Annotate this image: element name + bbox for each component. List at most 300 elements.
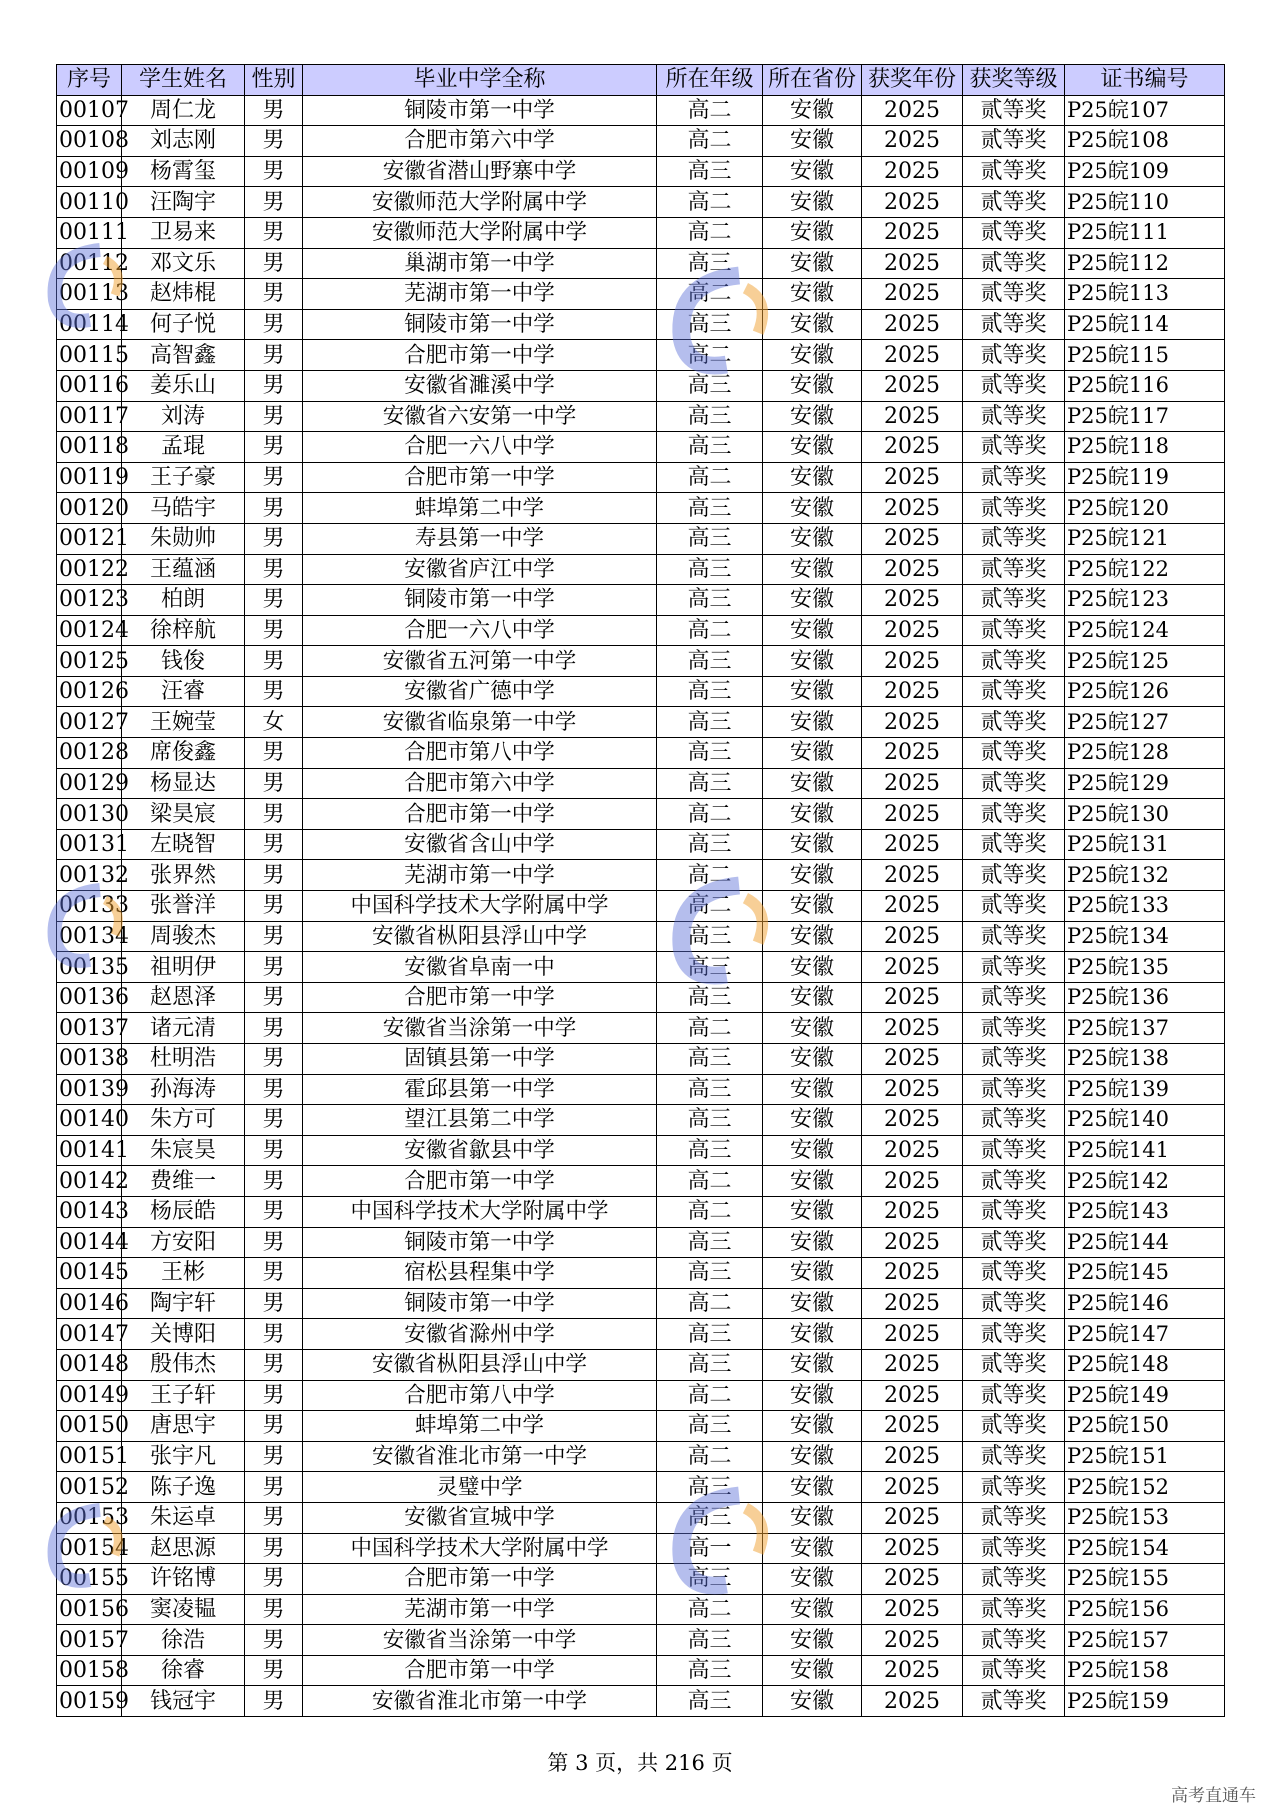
cell-province: 安徽	[763, 1564, 862, 1595]
cell-school: 合肥市第六中学	[303, 126, 657, 157]
cell-grade: 高三	[657, 1655, 763, 1686]
cell-id: 00117	[57, 401, 122, 432]
cell-certificate: P25皖143	[1065, 1196, 1225, 1227]
cell-school: 安徽省歙县中学	[303, 1135, 657, 1166]
cell-grade: 高三	[657, 1472, 763, 1503]
cell-year: 2025	[862, 523, 963, 554]
cell-grade: 高三	[657, 952, 763, 983]
cell-award-level: 贰等奖	[963, 738, 1065, 769]
table-row	[57, 248, 1225, 279]
cell-year: 2025	[862, 707, 963, 738]
cell-grade: 高二	[657, 462, 763, 493]
cell-province: 安徽	[763, 952, 862, 983]
cell-year: 2025	[862, 1288, 963, 1319]
cell-province: 安徽	[763, 217, 862, 248]
cell-province: 安徽	[763, 1074, 862, 1105]
cell-name: 赵炜棍	[122, 279, 245, 310]
cell-award-level: 贰等奖	[963, 432, 1065, 463]
cell-year: 2025	[862, 1349, 963, 1380]
cell-name: 杨辰皓	[122, 1196, 245, 1227]
cell-gender: 男	[245, 1349, 303, 1380]
table-row	[57, 523, 1225, 554]
cell-grade: 高三	[657, 738, 763, 769]
cell-award-level: 贰等奖	[963, 340, 1065, 371]
table-row	[57, 95, 1225, 126]
cell-name: 方安阳	[122, 1227, 245, 1258]
table-row	[57, 309, 1225, 340]
cell-year: 2025	[862, 1472, 963, 1503]
cell-school: 固镇县第一中学	[303, 1044, 657, 1075]
cell-grade: 高二	[657, 799, 763, 830]
cell-name: 梁昊宸	[122, 799, 245, 830]
cell-province: 安徽	[763, 738, 862, 769]
cell-award-level: 贰等奖	[963, 1196, 1065, 1227]
cell-name: 陈子逸	[122, 1472, 245, 1503]
table-row	[57, 646, 1225, 677]
cell-certificate: P25皖119	[1065, 462, 1225, 493]
cell-school: 合肥市第一中学	[303, 1166, 657, 1197]
cell-gender: 男	[245, 309, 303, 340]
cell-gender: 男	[245, 95, 303, 126]
award-table	[56, 64, 1225, 1717]
cell-grade: 高二	[657, 860, 763, 891]
cell-grade: 高二	[657, 1380, 763, 1411]
table-row	[57, 156, 1225, 187]
cell-award-level: 贰等奖	[963, 676, 1065, 707]
cell-gender: 男	[245, 860, 303, 891]
header-gender: 性别	[245, 65, 303, 96]
header-school: 毕业中学全称	[303, 65, 657, 96]
cell-id: 00127	[57, 707, 122, 738]
cell-grade: 高三	[657, 1105, 763, 1136]
table-row	[57, 768, 1225, 799]
cell-school: 铜陵市第一中学	[303, 585, 657, 616]
cell-province: 安徽	[763, 707, 862, 738]
cell-certificate: P25皖157	[1065, 1625, 1225, 1656]
cell-award-level: 贰等奖	[963, 585, 1065, 616]
cell-grade: 高三	[657, 1258, 763, 1289]
cell-award-level: 贰等奖	[963, 1594, 1065, 1625]
cell-gender: 男	[245, 1380, 303, 1411]
cell-name: 柏朗	[122, 585, 245, 616]
cell-name: 刘志刚	[122, 126, 245, 157]
cell-name: 邓文乐	[122, 248, 245, 279]
cell-year: 2025	[862, 1411, 963, 1442]
cell-id: 00119	[57, 462, 122, 493]
cell-province: 安徽	[763, 1472, 862, 1503]
cell-year: 2025	[862, 1135, 963, 1166]
cell-certificate: P25皖153	[1065, 1502, 1225, 1533]
table-row	[57, 1625, 1225, 1656]
cell-gender: 男	[245, 401, 303, 432]
cell-gender: 男	[245, 370, 303, 401]
cell-school: 灵璧中学	[303, 1472, 657, 1503]
cell-id: 00155	[57, 1564, 122, 1595]
cell-year: 2025	[862, 891, 963, 922]
cell-province: 安徽	[763, 1288, 862, 1319]
cell-year: 2025	[862, 1564, 963, 1595]
cell-province: 安徽	[763, 768, 862, 799]
cell-award-level: 贰等奖	[963, 952, 1065, 983]
cell-province: 安徽	[763, 279, 862, 310]
cell-school: 合肥市第一中学	[303, 340, 657, 371]
cell-grade: 高三	[657, 982, 763, 1013]
cell-award-level: 贰等奖	[963, 891, 1065, 922]
cell-school: 合肥市第六中学	[303, 768, 657, 799]
cell-award-level: 贰等奖	[963, 1625, 1065, 1656]
cell-province: 安徽	[763, 799, 862, 830]
cell-year: 2025	[862, 768, 963, 799]
table-row	[57, 1655, 1225, 1686]
cell-name: 唐思宇	[122, 1411, 245, 1442]
cell-gender: 男	[245, 921, 303, 952]
cell-award-level: 贰等奖	[963, 156, 1065, 187]
cell-gender: 男	[245, 1074, 303, 1105]
cell-gender: 男	[245, 217, 303, 248]
cell-school: 铜陵市第一中学	[303, 309, 657, 340]
cell-certificate: P25皖114	[1065, 309, 1225, 340]
cell-grade: 高三	[657, 1074, 763, 1105]
cell-award-level: 贰等奖	[963, 1380, 1065, 1411]
table-row	[57, 1013, 1225, 1044]
cell-id: 00112	[57, 248, 122, 279]
cell-name: 钱俊	[122, 646, 245, 677]
cell-gender: 男	[245, 126, 303, 157]
cell-year: 2025	[862, 1196, 963, 1227]
cell-name: 王蕴涵	[122, 554, 245, 585]
cell-award-level: 贰等奖	[963, 829, 1065, 860]
header-id: 序号	[57, 65, 122, 96]
cell-grade: 高二	[657, 217, 763, 248]
cell-year: 2025	[862, 738, 963, 769]
cell-school: 蚌埠第二中学	[303, 493, 657, 524]
cell-school: 宿松县程集中学	[303, 1258, 657, 1289]
cell-school: 合肥市第八中学	[303, 1380, 657, 1411]
cell-year: 2025	[862, 1380, 963, 1411]
table-row	[57, 891, 1225, 922]
table-row	[57, 1044, 1225, 1075]
cell-id: 00138	[57, 1044, 122, 1075]
cell-name: 高智鑫	[122, 340, 245, 371]
cell-gender: 男	[245, 1135, 303, 1166]
cell-certificate: P25皖113	[1065, 279, 1225, 310]
cell-award-level: 贰等奖	[963, 1166, 1065, 1197]
cell-award-level: 贰等奖	[963, 1502, 1065, 1533]
cell-gender: 男	[245, 1533, 303, 1564]
cell-province: 安徽	[763, 309, 862, 340]
cell-id: 00122	[57, 554, 122, 585]
cell-year: 2025	[862, 1074, 963, 1105]
cell-award-level: 贰等奖	[963, 187, 1065, 218]
cell-school: 安徽省宣城中学	[303, 1502, 657, 1533]
cell-grade: 高三	[657, 401, 763, 432]
cell-certificate: P25皖146	[1065, 1288, 1225, 1319]
cell-award-level: 贰等奖	[963, 1013, 1065, 1044]
cell-school: 巢湖市第一中学	[303, 248, 657, 279]
cell-school: 安徽师范大学附属中学	[303, 187, 657, 218]
cell-name: 关博阳	[122, 1319, 245, 1350]
cell-grade: 高三	[657, 707, 763, 738]
cell-province: 安徽	[763, 554, 862, 585]
cell-school: 安徽省淮北市第一中学	[303, 1686, 657, 1717]
cell-province: 安徽	[763, 1258, 862, 1289]
cell-school: 安徽省含山中学	[303, 829, 657, 860]
cell-year: 2025	[862, 1655, 963, 1686]
cell-name: 殷伟杰	[122, 1349, 245, 1380]
cell-school: 安徽省枞阳县浮山中学	[303, 1349, 657, 1380]
cell-gender: 男	[245, 1594, 303, 1625]
table-row	[57, 1472, 1225, 1503]
cell-name: 朱运卓	[122, 1502, 245, 1533]
table-row	[57, 370, 1225, 401]
cell-gender: 男	[245, 1502, 303, 1533]
cell-certificate: P25皖139	[1065, 1074, 1225, 1105]
table-row	[57, 1594, 1225, 1625]
cell-grade: 高三	[657, 432, 763, 463]
cell-certificate: P25皖120	[1065, 493, 1225, 524]
cell-grade: 高二	[657, 1166, 763, 1197]
cell-province: 安徽	[763, 1196, 862, 1227]
cell-certificate: P25皖150	[1065, 1411, 1225, 1442]
cell-gender: 男	[245, 585, 303, 616]
cell-gender: 男	[245, 1625, 303, 1656]
cell-award-level: 贰等奖	[963, 554, 1065, 585]
cell-school: 安徽省枞阳县浮山中学	[303, 921, 657, 952]
cell-province: 安徽	[763, 95, 862, 126]
cell-grade: 高三	[657, 309, 763, 340]
cell-school: 中国科学技术大学附属中学	[303, 1196, 657, 1227]
cell-certificate: P25皖108	[1065, 126, 1225, 157]
cell-name: 王婉莹	[122, 707, 245, 738]
cell-school: 安徽省淮北市第一中学	[303, 1441, 657, 1472]
cell-grade: 高二	[657, 126, 763, 157]
cell-id: 00115	[57, 340, 122, 371]
header-year: 获奖年份	[862, 65, 963, 96]
cell-grade: 高三	[657, 156, 763, 187]
cell-year: 2025	[862, 1105, 963, 1136]
cell-certificate: P25皖118	[1065, 432, 1225, 463]
cell-school: 芜湖市第一中学	[303, 1594, 657, 1625]
cell-certificate: P25皖133	[1065, 891, 1225, 922]
cell-gender: 男	[245, 952, 303, 983]
cell-grade: 高三	[657, 646, 763, 677]
table-row	[57, 1564, 1225, 1595]
cell-grade: 高三	[657, 370, 763, 401]
cell-certificate: P25皖117	[1065, 401, 1225, 432]
header-award-level: 获奖等级	[963, 65, 1065, 96]
cell-award-level: 贰等奖	[963, 1258, 1065, 1289]
cell-id: 00147	[57, 1319, 122, 1350]
cell-school: 芜湖市第一中学	[303, 860, 657, 891]
cell-province: 安徽	[763, 1166, 862, 1197]
cell-award-level: 贰等奖	[963, 1564, 1065, 1595]
cell-name: 费维一	[122, 1166, 245, 1197]
cell-id: 00130	[57, 799, 122, 830]
cell-certificate: P25皖131	[1065, 829, 1225, 860]
cell-year: 2025	[862, 615, 963, 646]
cell-gender: 男	[245, 279, 303, 310]
cell-gender: 男	[245, 156, 303, 187]
cell-gender: 男	[245, 676, 303, 707]
cell-year: 2025	[862, 462, 963, 493]
cell-grade: 高二	[657, 1288, 763, 1319]
brand-logo-text: 高考直通车	[1171, 1786, 1256, 1806]
cell-gender: 男	[245, 1319, 303, 1350]
cell-province: 安徽	[763, 1502, 862, 1533]
cell-award-level: 贰等奖	[963, 707, 1065, 738]
cell-province: 安徽	[763, 615, 862, 646]
cell-certificate: P25皖126	[1065, 676, 1225, 707]
cell-year: 2025	[862, 217, 963, 248]
cell-id: 00157	[57, 1625, 122, 1656]
cell-school: 安徽省临泉第一中学	[303, 707, 657, 738]
cell-year: 2025	[862, 952, 963, 983]
table-row	[57, 952, 1225, 983]
cell-award-level: 贰等奖	[963, 1533, 1065, 1564]
cell-gender: 女	[245, 707, 303, 738]
cell-id: 00135	[57, 952, 122, 983]
cell-grade: 高三	[657, 493, 763, 524]
cell-award-level: 贰等奖	[963, 1349, 1065, 1380]
cell-gender: 男	[245, 1472, 303, 1503]
cell-school: 安徽省当涂第一中学	[303, 1625, 657, 1656]
cell-award-level: 贰等奖	[963, 370, 1065, 401]
cell-name: 张宇凡	[122, 1441, 245, 1472]
cell-gender: 男	[245, 799, 303, 830]
cell-name: 何子悦	[122, 309, 245, 340]
cell-certificate: P25皖107	[1065, 95, 1225, 126]
cell-year: 2025	[862, 432, 963, 463]
cell-gender: 男	[245, 248, 303, 279]
cell-province: 安徽	[763, 432, 862, 463]
cell-name: 孟琨	[122, 432, 245, 463]
cell-certificate: P25皖125	[1065, 646, 1225, 677]
cell-gender: 男	[245, 493, 303, 524]
cell-year: 2025	[862, 799, 963, 830]
cell-certificate: P25皖151	[1065, 1441, 1225, 1472]
cell-name: 徐睿	[122, 1655, 245, 1686]
cell-name: 姜乐山	[122, 370, 245, 401]
table-row	[57, 1166, 1225, 1197]
cell-gender: 男	[245, 646, 303, 677]
cell-province: 安徽	[763, 982, 862, 1013]
cell-id: 00116	[57, 370, 122, 401]
cell-certificate: P25皖148	[1065, 1349, 1225, 1380]
table-row	[57, 1533, 1225, 1564]
cell-id: 00125	[57, 646, 122, 677]
cell-province: 安徽	[763, 1380, 862, 1411]
cell-id: 00109	[57, 156, 122, 187]
cell-grade: 高三	[657, 1044, 763, 1075]
cell-school: 铜陵市第一中学	[303, 1227, 657, 1258]
cell-id: 00124	[57, 615, 122, 646]
cell-grade: 高一	[657, 1533, 763, 1564]
cell-province: 安徽	[763, 1319, 862, 1350]
cell-id: 00152	[57, 1472, 122, 1503]
cell-year: 2025	[862, 1227, 963, 1258]
table-row	[57, 187, 1225, 218]
cell-year: 2025	[862, 370, 963, 401]
cell-province: 安徽	[763, 829, 862, 860]
cell-gender: 男	[245, 768, 303, 799]
cell-province: 安徽	[763, 156, 862, 187]
cell-award-level: 贰等奖	[963, 1227, 1065, 1258]
cell-certificate: P25皖154	[1065, 1533, 1225, 1564]
cell-id: 00121	[57, 523, 122, 554]
cell-award-level: 贰等奖	[963, 126, 1065, 157]
cell-gender: 男	[245, 1655, 303, 1686]
cell-gender: 男	[245, 1013, 303, 1044]
cell-id: 00131	[57, 829, 122, 860]
cell-gender: 男	[245, 1196, 303, 1227]
cell-certificate: P25皖115	[1065, 340, 1225, 371]
cell-id: 00143	[57, 1196, 122, 1227]
cell-grade: 高二	[657, 1441, 763, 1472]
cell-name: 徐梓航	[122, 615, 245, 646]
cell-gender: 男	[245, 462, 303, 493]
cell-school: 芜湖市第一中学	[303, 279, 657, 310]
cell-year: 2025	[862, 1502, 963, 1533]
table-row	[57, 860, 1225, 891]
cell-id: 00156	[57, 1594, 122, 1625]
cell-award-level: 贰等奖	[963, 1105, 1065, 1136]
cell-name: 徐浩	[122, 1625, 245, 1656]
cell-school: 安徽省当涂第一中学	[303, 1013, 657, 1044]
cell-year: 2025	[862, 646, 963, 677]
cell-school: 安徽省潜山野寨中学	[303, 156, 657, 187]
cell-school: 铜陵市第一中学	[303, 95, 657, 126]
table-row	[57, 921, 1225, 952]
cell-certificate: P25皖122	[1065, 554, 1225, 585]
cell-name: 汪睿	[122, 676, 245, 707]
cell-year: 2025	[862, 1044, 963, 1075]
cell-grade: 高三	[657, 768, 763, 799]
cell-grade: 高三	[657, 248, 763, 279]
cell-name: 刘涛	[122, 401, 245, 432]
cell-id: 00145	[57, 1258, 122, 1289]
cell-year: 2025	[862, 187, 963, 218]
cell-gender: 男	[245, 982, 303, 1013]
cell-certificate: P25皖155	[1065, 1564, 1225, 1595]
table-row	[57, 1074, 1225, 1105]
table-row	[57, 829, 1225, 860]
cell-certificate: P25皖149	[1065, 1380, 1225, 1411]
cell-gender: 男	[245, 1227, 303, 1258]
cell-province: 安徽	[763, 1594, 862, 1625]
cell-school: 安徽省五河第一中学	[303, 646, 657, 677]
cell-certificate: P25皖158	[1065, 1655, 1225, 1686]
table-row	[57, 401, 1225, 432]
table-row	[57, 554, 1225, 585]
cell-award-level: 贰等奖	[963, 95, 1065, 126]
cell-name: 周仁龙	[122, 95, 245, 126]
table-body	[57, 95, 1225, 1716]
cell-id: 00146	[57, 1288, 122, 1319]
cell-grade: 高三	[657, 676, 763, 707]
cell-award-level: 贰等奖	[963, 1472, 1065, 1503]
header-certificate: 证书编号	[1065, 65, 1225, 96]
cell-province: 安徽	[763, 646, 862, 677]
cell-school: 安徽省六安第一中学	[303, 401, 657, 432]
cell-grade: 高三	[657, 554, 763, 585]
cell-id: 00113	[57, 279, 122, 310]
cell-name: 王子轩	[122, 1380, 245, 1411]
cell-province: 安徽	[763, 1441, 862, 1472]
cell-name: 张誉洋	[122, 891, 245, 922]
cell-gender: 男	[245, 1044, 303, 1075]
cell-award-level: 贰等奖	[963, 860, 1065, 891]
table-row	[57, 1319, 1225, 1350]
